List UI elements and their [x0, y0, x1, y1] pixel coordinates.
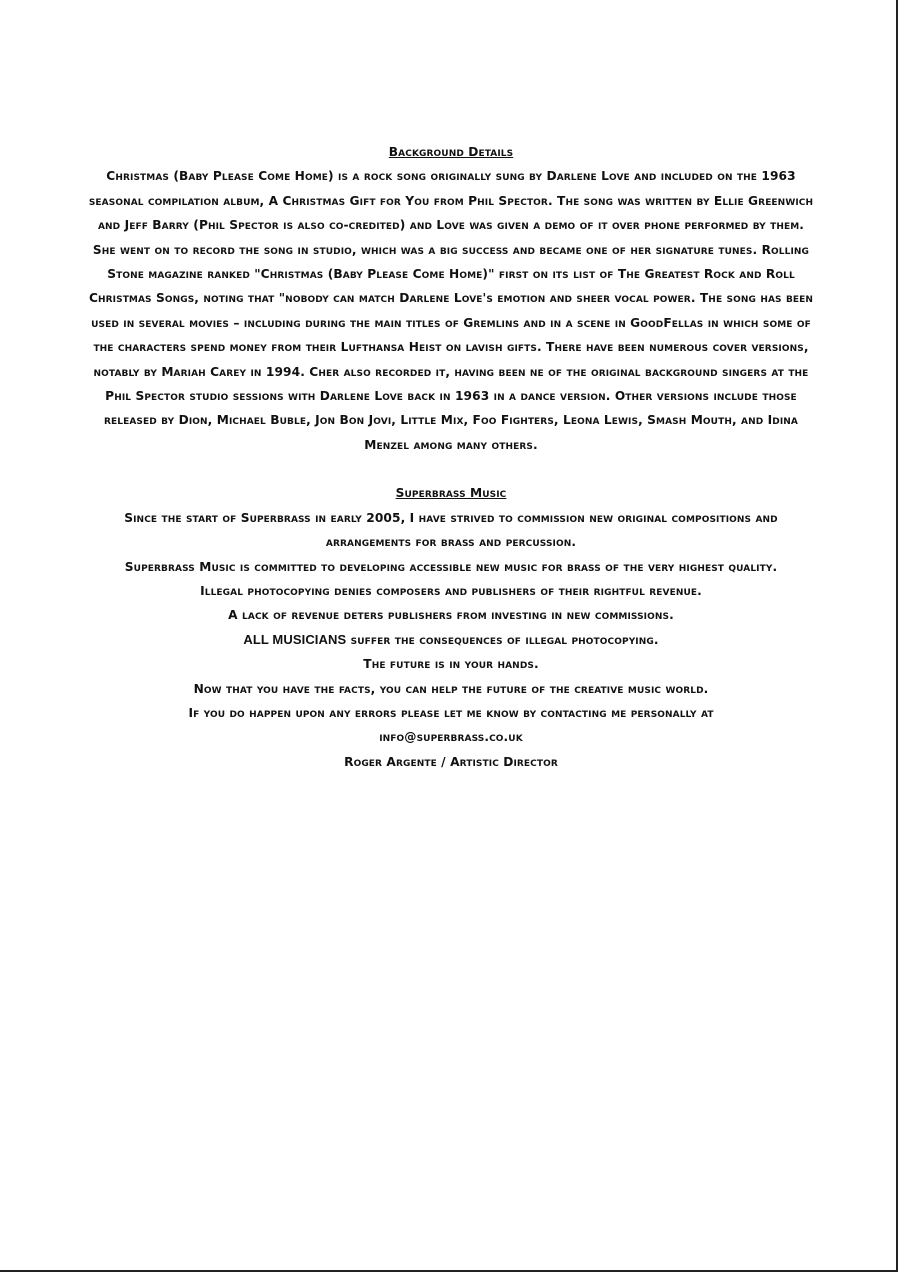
commitment-statement: Superbrass Music is committed to developing accessible new music for brass of the very highest quality.: [124, 559, 778, 574]
page-content: [88, 140, 814, 774]
facts-statement: Now that you have the facts, you can help the future of the creative music world.: [193, 681, 709, 696]
background-details-body: Christmas (Baby Please Come Home) is a rock song originally sung by Darlene Love and included on the 1963 seasonal compilation album, A Christmas Gift for You from Phil Spector. The song was written by Ellie Greenwich and Jeff Barry (Phil Spector is also co-credited) and Love was given a demo of it over phone performed by them. She went on to record the song in studio, which was a big success and became one of her signature tunes. Rolling Stone magazine ranked "Christmas (Baby Please Come Home)" first on its list of The Greatest Rock and Roll Christmas Songs, noting that "nobody can match Darlene Love's emotion and sheer vocal power. The song has been used in several movies – including during the main titles of Gremlins and in a scene in GoodFellas in which some of the characters spend money from their Lufthansa Heist on lavish gifts. There have been numerous cover versions, notably by Mariah Carey in 1994. Cher also recorded it, having been ne of the original background singers at the Phil Spector studio sessions with Darlene Love back in 1963 in a dance version. Other versions include those released by Dion, Michael Buble, Jon Bon Jovi, Little Mix, Foo Fighters, Leona Lewis, Smash Mouth, and Idina Menzel among many others.: [88, 169, 814, 452]
section-spacer: [88, 457, 814, 481]
musicians-statement: [88, 628, 814, 652]
photocopying-statement: Illegal photocopying denies composers and publishers of their rightful revenue.: [200, 583, 702, 598]
errors-statement: If you do happen upon any errors please let me know by contacting me personally at: [188, 705, 714, 720]
revenue-statement: A lack of revenue deters publishers from investing in new commissions.: [228, 608, 674, 623]
consequences-text: suffer the consequences of illegal photocopying.: [346, 632, 659, 647]
commission-statement: Since the start of Superbrass in early 2005, I have strived to commission new original compositions and arrangements for brass and percussion.: [124, 510, 778, 550]
superbrass-music-heading: Superbrass Music: [395, 486, 507, 501]
contact-email: info@superbrass.co.uk: [379, 730, 523, 745]
background-details-heading: Background Details: [388, 145, 514, 159]
signature-line: Roger Argente / Artistic Director: [344, 754, 558, 769]
future-statement: The future is in your hands.: [363, 657, 539, 672]
all-musicians-text: ALL MUSICIANS: [243, 631, 347, 647]
